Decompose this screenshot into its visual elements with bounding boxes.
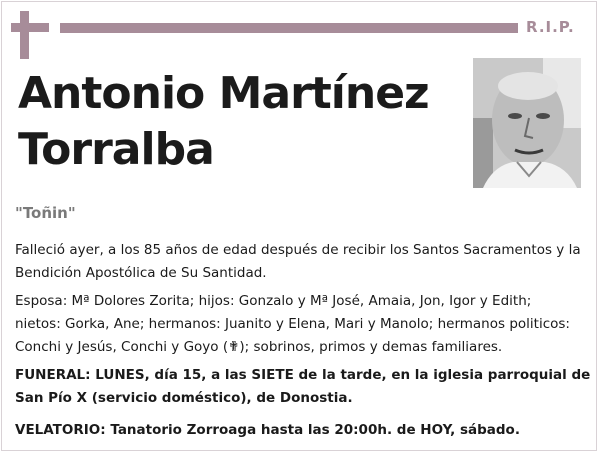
funeral-line: San Pío X (servicio doméstico), de Donostia. bbox=[15, 390, 353, 406]
funeral-paragraph bbox=[15, 364, 590, 410]
name-line-1: Antonio Martínez bbox=[18, 68, 429, 119]
deceased-nickname: "Toñin" bbox=[15, 204, 76, 222]
wake-line: VELATORIO: Tanatorio Zorroaga hasta las 20:00h. de HOY, sábado. bbox=[15, 422, 520, 438]
portrait-photo bbox=[473, 58, 581, 188]
rip-label: R.I.P. bbox=[526, 18, 575, 36]
family-paragraph bbox=[15, 290, 590, 359]
family-line: nietos: Gorka, Ane; hermanos: Juanito y Elena, Mari y Manolo; hermanos politicos: bbox=[15, 316, 570, 332]
death-notice-line: Falleció ayer, a los 85 años de edad después de recibir los Santos Sacramentos y la bbox=[15, 242, 581, 258]
cross-icon-horizontal bbox=[11, 23, 49, 32]
family-line: Esposa: Mª Dolores Zorita; hijos: Gonzalo y Mª José, Amaia, Jon, Igor y Edith; bbox=[15, 293, 532, 309]
death-notice-paragraph bbox=[15, 239, 590, 285]
header-divider-bar bbox=[60, 23, 518, 33]
funeral-line: FUNERAL: LUNES, día 15, a las SIETE de la tarde, en la iglesia parroquial de bbox=[15, 367, 591, 383]
portrait-illustration bbox=[473, 58, 581, 188]
name-line-2: Torralba bbox=[18, 124, 214, 175]
cross-icon-vertical bbox=[20, 11, 29, 59]
wake-paragraph bbox=[15, 419, 590, 442]
deceased-name bbox=[18, 66, 458, 178]
family-line: Conchi y Jesús, Conchi y Goyo (✟); sobrinos, primos y demas familiares. bbox=[15, 339, 503, 355]
death-notice-line: Bendición Apostólica de Su Santidad. bbox=[15, 265, 267, 281]
